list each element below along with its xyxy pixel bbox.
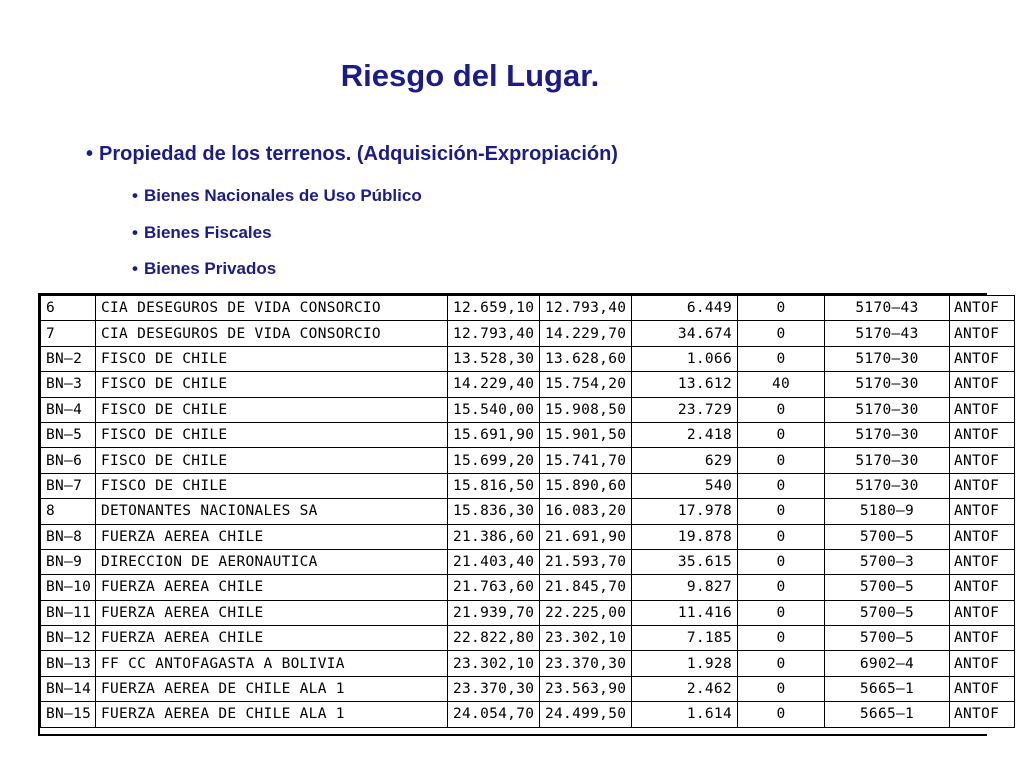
table-row [41,702,1015,727]
cell-id: BN–7 [41,473,96,498]
cell-x: 0 [738,346,825,371]
property-table [38,293,1000,736]
cell-plan: 5170–30 [825,422,950,447]
cell-loc: ANTOF [950,499,1015,524]
cell-from: 12.659,10 [448,296,540,321]
cell-from: 23.370,30 [448,676,540,701]
bullet-marker: • [132,223,138,242]
cell-id: BN–6 [41,448,96,473]
cell-owner: FF CC ANTOFAGASTA A BOLIVIA [96,651,448,676]
table-row [41,549,1015,574]
cell-owner: DETONANTES NACIONALES SA [96,499,448,524]
cell-x: 0 [738,575,825,600]
bullet-sub-3 [132,259,276,279]
cell-plan: 5665–1 [825,676,950,701]
table-row [41,600,1015,625]
cell-id: BN–11 [41,600,96,625]
cell-owner: FISCO DE CHILE [96,397,448,422]
cell-to: 15.908,50 [540,397,632,422]
cell-id: BN–8 [41,524,96,549]
cell-id: 7 [41,321,96,346]
cell-loc: ANTOF [950,321,1015,346]
cell-loc: ANTOF [950,448,1015,473]
cell-owner: FUERZA AEREA CHILE [96,600,448,625]
cell-owner: FUERZA AEREA DE CHILE ALA 1 [96,676,448,701]
cell-from: 22.822,80 [448,626,540,651]
cell-area: 1.066 [632,346,738,371]
cell-x: 0 [738,651,825,676]
cell-area: 629 [632,448,738,473]
cell-owner: DIRECCION DE AERONAUTICA [96,549,448,574]
bullet-sub-2-text: Bienes Fiscales [143,223,272,242]
cell-plan: 6902–4 [825,651,950,676]
cell-from: 14.229,40 [448,372,540,397]
cell-area: 35.615 [632,549,738,574]
cell-loc: ANTOF [950,397,1015,422]
cell-owner: FUERZA AEREA CHILE [96,575,448,600]
cell-area: 2.418 [632,422,738,447]
cell-loc: ANTOF [950,676,1015,701]
cell-id: 6 [41,296,96,321]
cell-x: 0 [738,549,825,574]
bullet-main-text: Propiedad de los terrenos. (Adquisición-Expropiación) [99,143,618,165]
cell-from: 15.540,00 [448,397,540,422]
cell-plan: 5700–5 [825,600,950,625]
bullet-marker: • [132,186,138,205]
bullet-marker: • [86,143,94,165]
cell-owner: FISCO DE CHILE [96,473,448,498]
bullet-sub-2 [132,223,272,243]
cell-from: 15.836,30 [448,499,540,524]
cell-plan: 5170–43 [825,296,950,321]
cell-loc: ANTOF [950,473,1015,498]
cell-to: 12.793,40 [540,296,632,321]
cell-from: 12.793,40 [448,321,540,346]
cell-area: 23.729 [632,397,738,422]
cell-loc: ANTOF [950,346,1015,371]
table-row [41,321,1015,346]
cell-area: 13.612 [632,372,738,397]
cell-from: 15.691,90 [448,422,540,447]
cell-from: 13.528,30 [448,346,540,371]
table-row [41,524,1015,549]
cell-id: BN–9 [41,549,96,574]
cell-x: 0 [738,473,825,498]
cell-x: 0 [738,448,825,473]
cell-id: BN–10 [41,575,96,600]
cell-to: 15.741,70 [540,448,632,473]
bullet-sub-3-text: Bienes Privados [143,259,277,278]
cell-loc: ANTOF [950,524,1015,549]
cell-plan: 5700–3 [825,549,950,574]
cell-from: 21.763,60 [448,575,540,600]
bullet-sub-1-text: Bienes Nacionales de Uso Público [143,186,422,205]
cell-owner: CIA DESEGUROS DE VIDA CONSORCIO [96,296,448,321]
cell-to: 24.499,50 [540,702,632,727]
cell-x: 0 [738,524,825,549]
cell-plan: 5700–5 [825,626,950,651]
cell-from: 21.403,40 [448,549,540,574]
bullet-main [86,143,618,166]
cell-from: 21.386,60 [448,524,540,549]
cell-x: 0 [738,397,825,422]
cell-to: 22.225,00 [540,600,632,625]
cell-x: 0 [738,626,825,651]
cell-id: BN–14 [41,676,96,701]
table-row [41,676,1015,701]
cell-x: 0 [738,321,825,346]
cell-x: 0 [738,499,825,524]
cell-to: 23.302,10 [540,626,632,651]
table-row [41,397,1015,422]
cell-to: 23.563,90 [540,676,632,701]
cell-area: 7.185 [632,626,738,651]
cell-x: 40 [738,372,825,397]
cell-area: 6.449 [632,296,738,321]
cell-to: 23.370,30 [540,651,632,676]
cell-plan: 5170–30 [825,372,950,397]
cell-from: 15.699,20 [448,448,540,473]
cell-plan: 5180–9 [825,499,950,524]
cell-to: 15.890,60 [540,473,632,498]
bullet-sub-1 [132,186,422,206]
page-title: Riesgo del Lugar. [340,58,600,93]
cell-loc: ANTOF [950,372,1015,397]
cell-loc: ANTOF [950,549,1015,574]
cell-to: 21.845,70 [540,575,632,600]
table-row [41,372,1015,397]
cell-from: 21.939,70 [448,600,540,625]
cell-owner: FISCO DE CHILE [96,346,448,371]
cell-area: 1.928 [632,651,738,676]
cell-x: 0 [738,676,825,701]
table-row [41,422,1015,447]
cell-plan: 5700–5 [825,524,950,549]
cell-area: 19.878 [632,524,738,549]
cell-plan: 5170–30 [825,346,950,371]
bullet-marker: • [132,259,138,278]
cell-owner: CIA DESEGUROS DE VIDA CONSORCIO [96,321,448,346]
cell-x: 0 [738,600,825,625]
cell-to: 16.083,20 [540,499,632,524]
cell-plan: 5170–43 [825,321,950,346]
cell-area: 540 [632,473,738,498]
cell-x: 0 [738,422,825,447]
cell-plan: 5170–30 [825,397,950,422]
table-row [41,626,1015,651]
cell-owner: FISCO DE CHILE [96,422,448,447]
cell-x: 0 [738,296,825,321]
cell-from: 24.054,70 [448,702,540,727]
cell-x: 0 [738,702,825,727]
cell-owner: FISCO DE CHILE [96,448,448,473]
cell-from: 23.302,10 [448,651,540,676]
table-row [41,499,1015,524]
cell-owner: FUERZA AEREA CHILE [96,626,448,651]
cell-to: 15.901,50 [540,422,632,447]
table-row [41,448,1015,473]
cell-owner: FUERZA AEREA CHILE [96,524,448,549]
table-row [41,346,1015,371]
cell-id: BN–5 [41,422,96,447]
property-table-body [41,296,1015,728]
cell-loc: ANTOF [950,651,1015,676]
cell-loc: ANTOF [950,422,1015,447]
cell-area: 34.674 [632,321,738,346]
table-row [41,296,1015,321]
cell-from: 15.816,50 [448,473,540,498]
cell-area: 2.462 [632,676,738,701]
table-row [41,575,1015,600]
cell-to: 21.593,70 [540,549,632,574]
cell-id: BN–12 [41,626,96,651]
table-row [41,651,1015,676]
cell-id: 8 [41,499,96,524]
cell-area: 11.416 [632,600,738,625]
cell-to: 13.628,60 [540,346,632,371]
cell-id: BN–13 [41,651,96,676]
cell-area: 1.614 [632,702,738,727]
cell-to: 15.754,20 [540,372,632,397]
cell-id: BN–3 [41,372,96,397]
cell-area: 9.827 [632,575,738,600]
cell-id: BN–2 [41,346,96,371]
cell-to: 14.229,70 [540,321,632,346]
cell-loc: ANTOF [950,626,1015,651]
cell-loc: ANTOF [950,702,1015,727]
cell-loc: ANTOF [950,296,1015,321]
cell-plan: 5170–30 [825,473,950,498]
cell-id: BN–15 [41,702,96,727]
cell-to: 21.691,90 [540,524,632,549]
cell-plan: 5700–5 [825,575,950,600]
cell-area: 17.978 [632,499,738,524]
cell-loc: ANTOF [950,600,1015,625]
cell-loc: ANTOF [950,575,1015,600]
cell-plan: 5170–30 [825,448,950,473]
table-row [41,473,1015,498]
cell-plan: 5665–1 [825,702,950,727]
cell-owner: FUERZA AEREA DE CHILE ALA 1 [96,702,448,727]
cell-id: BN–4 [41,397,96,422]
cell-owner: FISCO DE CHILE [96,372,448,397]
